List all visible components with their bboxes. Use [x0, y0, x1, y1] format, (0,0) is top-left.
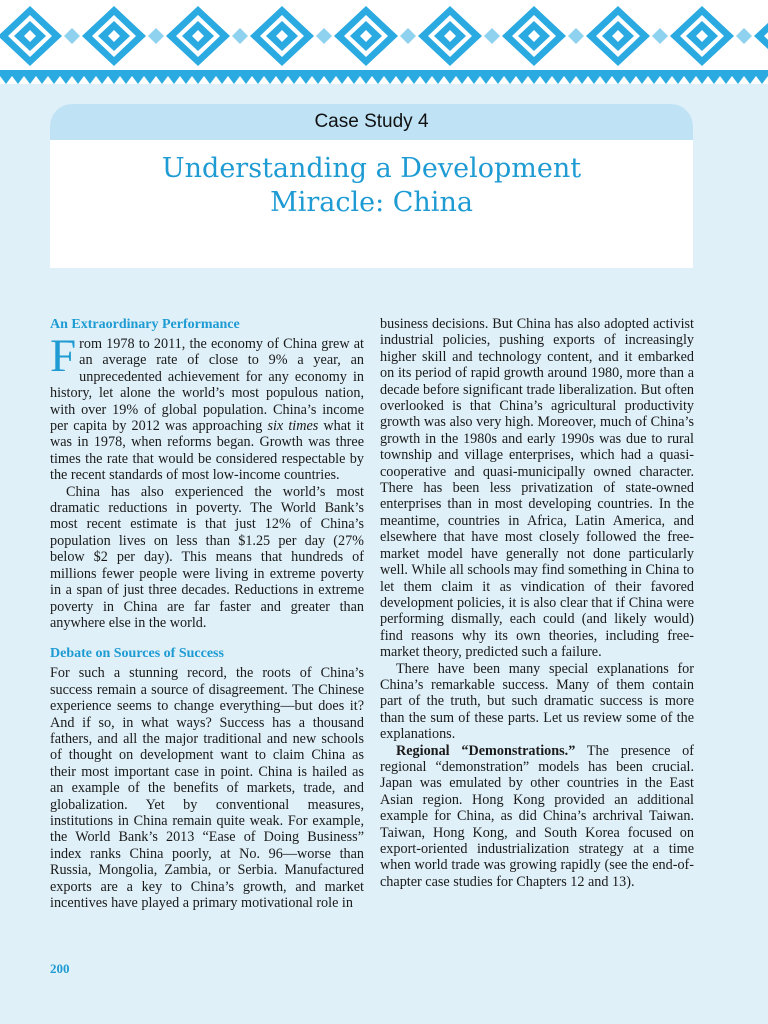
paragraph-poverty: China has also experienced the world’s most dramatic reductions in poverty. The World Bank’s most recent estimate is that just 12% of China’s population lives on less than $1.25 per day (27% below $2 per day). This means that hundreds of millions fewer people were living in extreme poverty in a span of just three decades. Reductions in extreme poverty in China are far faster and greater than anywhere else in the world.	[50, 483, 364, 631]
section-heading-performance: An Extraordinary Performance	[50, 317, 240, 332]
section-heading-debate: Debate on Sources of Success	[50, 646, 224, 662]
diamond-pattern	[0, 0, 768, 84]
right-column	[380, 316, 694, 890]
run-in-heading: Regional “Demonstrations.”	[396, 742, 576, 759]
drop-cap: F	[50, 330, 77, 382]
case-study-title	[50, 152, 693, 220]
left-column	[50, 316, 364, 911]
band-stripe	[0, 70, 768, 76]
paragraph-explanations: There have been many special explanations for China’s remarkable success. Many of them contain part of the truth, but such dramatic success is more than the sum of these parts. Let us review some of the explanations.	[380, 660, 694, 743]
case-study-label: Case Study 4	[50, 104, 693, 140]
title-line-2: Miracle: China	[270, 187, 473, 218]
paragraph-demonstrations	[380, 743, 694, 891]
paragraph-growth	[50, 330, 364, 484]
case-study-header	[50, 104, 693, 268]
emphasis-six-times: six times	[267, 418, 319, 435]
paragraph-growth-text-a: rom 1978 to 2011, the economy of China grew at an average rate of close to 9% a year, an unprecedented achievement for any economy in history, let alone the world’s most populous nation, with over 19% of global population. China’s income per capita by 2012 was approaching	[50, 336, 364, 435]
paragraph-growth-text-b: what it was in 1978, when reforms began. Growth was three times the rate that would be considered respectable by the recent standards of most low-income countries.	[50, 418, 364, 484]
paragraph-debate: For such a stunning record, the roots of China’s success remain a source of disagreement. The Chinese experience seems to change everything—but does it? And if so, in what ways? Success has a thousand fathers, and all the major traditional and new schools of thought on development want to claim China as their most important case in point. China is hailed as an example of the benefits of markets, trade, and globalization. Yet by conventional measures, institutions in China remain quite weak. For example, the World Bank’s 2013 “Ease of Doing Business” index ranks China poorly, at No. 96—worse than Russia, Mongolia, Zambia, or Serbia. Manufactured exports are a key to China’s growth, and market incentives have played a primary motivational role in	[50, 665, 364, 911]
page-number: 200	[50, 961, 70, 976]
title-line-1: Understanding a Development	[161, 153, 582, 184]
paragraph-industrial-policy: business decisions. But China has also adopted activist industrial policies, pushing exports of increasingly higher skill and technology content, and it embarked on its period of rapid growth around 1980, more than a decade before significant trade liberalization. But often overlooked is that China’s agricultural productivity growth was also very high. Moreover, much of China’s growth in the 1980s and early 1990s was due to rural township and village enterprises, which had a quasi-cooperative and quasi-municipally owned character. There has been less privatization of state-owned enterprises than in most developing countries. In the meantime, countries in Africa, Latin America, and elsewhere that have most closely followed the free-market model have generally not done particularly well. While all schools may find something in China to let them claim it as vindication of their favored development policies, it is also clear that if China were performing dismally, each could (and likely would) find reasons why its own theories, including free-market theory, predicted such a failure.	[380, 316, 694, 661]
paragraph-demonstrations-text: The presence of regional “demonstration” models has been crucial. Japan was emulated by other countries in the East Asian region. Hong Kong provided an additional example for China, as did China’s archrival Taiwan. Taiwan, Hong Kong, and South Korea focused on export-oriented industrialization strategy at a time when world trade was growing rapidly (see the end-of-chapter case studies for Chapters 12 and 13).	[380, 742, 694, 890]
decorative-diamond-band	[0, 0, 768, 84]
